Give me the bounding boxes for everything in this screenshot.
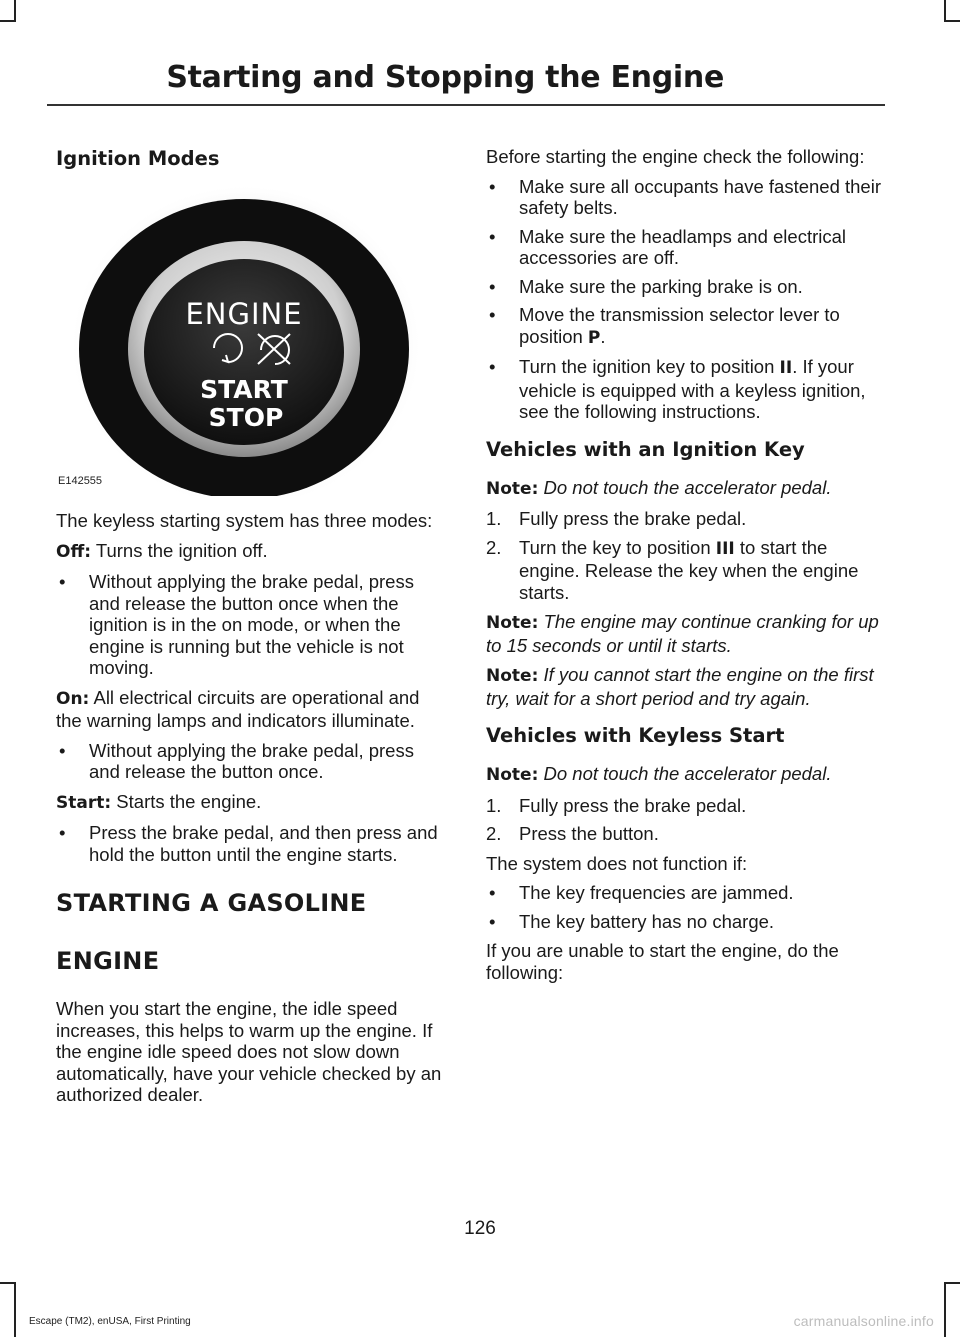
list-item: • Move the transmission selector lever to position P. xyxy=(486,304,884,349)
section-title xyxy=(56,889,448,976)
crop-mark xyxy=(14,0,16,22)
note: Note: Do not touch the accelerator pedal. xyxy=(486,763,832,785)
crop-mark xyxy=(944,0,946,22)
fail-conditions xyxy=(486,882,884,932)
list-item: 2. Press the button. xyxy=(486,823,659,844)
note: Note: The engine may continue cranking for up to 15 seconds or until it starts. xyxy=(486,611,879,656)
list-item: • Make sure all occupants have fastened their safety belts. xyxy=(486,176,884,219)
section-title-line1: STARTING A GASOLINE xyxy=(56,889,367,917)
list-item: • The key battery has no charge. xyxy=(486,911,884,933)
checks-intro: Before starting the engine check the following: xyxy=(486,146,865,167)
ignition-key-heading: Vehicles with an Ignition Key xyxy=(486,437,805,461)
mode-off xyxy=(56,540,448,564)
crop-mark xyxy=(0,20,16,22)
list-item: • Without applying the brake pedal, press and release the button once. xyxy=(56,740,448,783)
ignition-key-steps xyxy=(486,508,884,603)
mode-start-text: Starts the engine. xyxy=(116,790,262,812)
mode-start-label: Start: xyxy=(56,792,112,813)
header-rule xyxy=(47,104,885,106)
mode-on-text: All electrical circuits are operational and the warning lamps and indicators illuminate. xyxy=(56,686,420,731)
figure-id: E142555 xyxy=(58,474,103,487)
mode-off-text: Turns the ignition off. xyxy=(95,539,268,561)
modes-intro: The keyless starting system has three modes: xyxy=(56,510,433,531)
list-item: • Make sure the headlamps and electrical accessories are off. xyxy=(486,226,884,269)
list-item: 2. Turn the key to position III to start the engine. Release the key when the engine starts. xyxy=(486,536,859,603)
button-stop-label: STOP xyxy=(208,403,284,432)
button-engine-label: ENGINE xyxy=(185,297,303,331)
fail-intro: The system does not function if: xyxy=(486,852,748,874)
list-item: • Press the brake pedal, and then press and hold the button until the engine starts. xyxy=(56,822,448,865)
right-column xyxy=(486,146,884,991)
left-column xyxy=(56,146,448,1114)
list-item: 1. Fully press the brake pedal. xyxy=(486,794,747,816)
note: Note: If you cannot start the engine on the first try, wait for a short period and try again. xyxy=(486,664,874,709)
watermark: carmanualsonline.info xyxy=(793,1313,934,1329)
ignition-modes-heading: Ignition Modes xyxy=(56,147,220,170)
list-item: 1. Fully press the brake pedal. xyxy=(486,508,747,529)
list-item: • The key frequencies are jammed. xyxy=(486,882,884,904)
mode-on-label: On: xyxy=(56,688,90,709)
mode-on xyxy=(56,687,448,732)
button-start-label: START xyxy=(200,375,288,404)
page-title: Starting and Stopping the Engine xyxy=(166,60,724,95)
list-item: • Turn the ignition key to position II. If your vehicle is equipped with a keyless ignition, see the following instructions. xyxy=(486,356,884,423)
note: Note: Do not touch the accelerator pedal. xyxy=(486,476,832,499)
list-item: • Make sure the parking brake is on. xyxy=(486,276,884,298)
engine-start-stop-button-illustration xyxy=(56,186,448,496)
keyless-steps xyxy=(486,795,884,845)
engine-start-stop-figure xyxy=(56,186,448,496)
closing-text: If you are unable to start the engine, do the following: xyxy=(486,940,839,983)
crop-mark xyxy=(944,1282,946,1337)
page-number: 126 xyxy=(464,1218,496,1239)
crop-mark xyxy=(944,1282,960,1284)
pre-start-checklist xyxy=(486,176,884,423)
section-title-line2: ENGINE xyxy=(56,947,160,975)
crop-mark xyxy=(14,1282,16,1337)
list-item: • Without applying the brake pedal, press and release the button once when the ignition is in the on mode, or when the engine is running but the vehicle is not moving. xyxy=(56,571,448,679)
edition-footer: Escape (TM2), enUSA, First Printing xyxy=(29,1316,191,1327)
crop-mark xyxy=(944,20,960,22)
mode-off-label: Off: xyxy=(56,541,92,562)
keyless-start-heading: Vehicles with Keyless Start xyxy=(486,724,785,747)
section-body: When you start the engine, the idle speed increases, this helps to warm up the engine. If the engine idle speed does not slow down automatically, have your vehicle checked by an authorized dealer. xyxy=(56,998,442,1105)
mode-start xyxy=(56,791,448,815)
